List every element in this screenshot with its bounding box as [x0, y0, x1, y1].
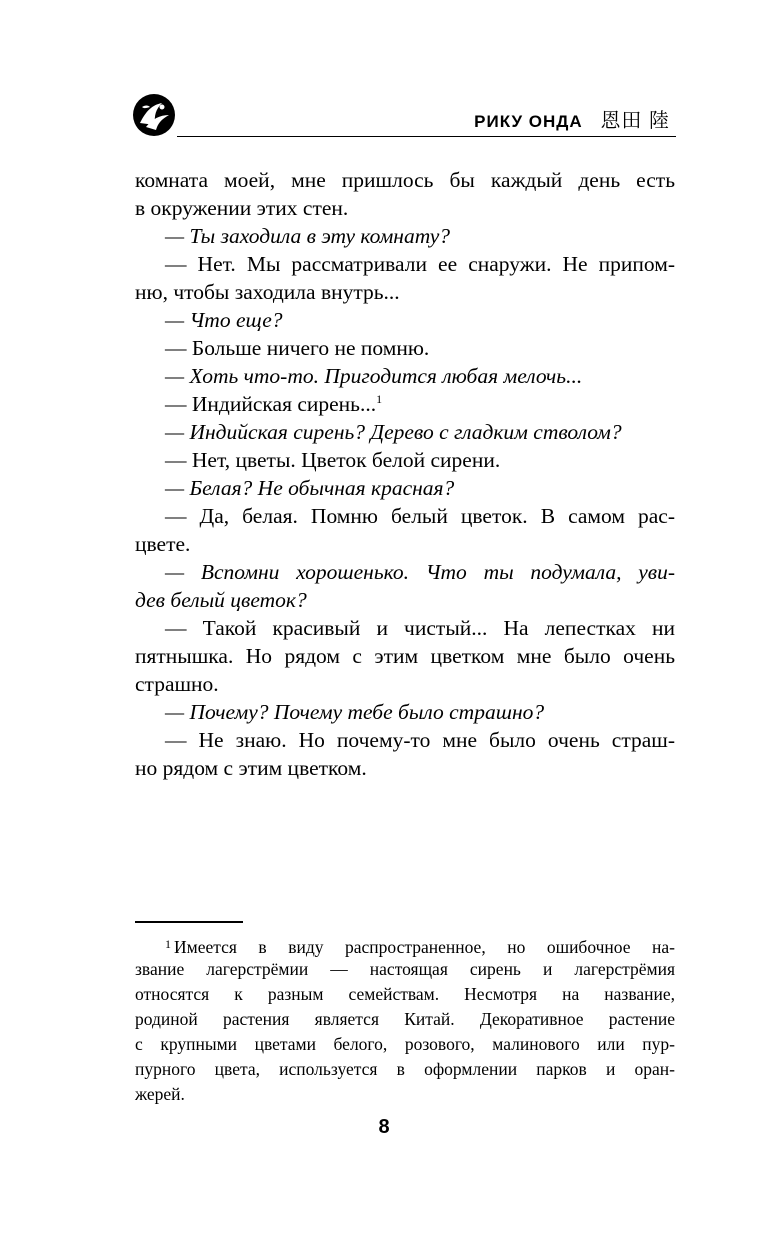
text-line: [135, 614, 675, 642]
text-line: [135, 334, 675, 362]
text-line-content: — Индийская сирень...: [165, 392, 377, 416]
text-line-content: — Хоть что-то. Пригодится любая мелочь...: [165, 364, 583, 388]
footnote-line: [135, 957, 675, 982]
text-line-content: — Да, белая. Помню белый цветок. В самом рас-: [165, 504, 675, 528]
footnote-line: [135, 1032, 675, 1057]
text-line-content: — Ты заходила в эту комнату?: [165, 224, 451, 248]
text-line: [135, 362, 675, 390]
text-line: [135, 418, 675, 446]
text-line: [135, 278, 675, 306]
footnote-line-content: с крупными цветами белого, розового, малинового или пур-: [135, 1034, 675, 1054]
text-line-content: цвете.: [135, 532, 191, 556]
text-line: [135, 726, 675, 754]
text-line: [135, 474, 675, 502]
text-line-content: — Не знаю. Но почему-то мне было очень страш-: [165, 728, 675, 752]
text-line: [135, 670, 675, 698]
footnote-line-content: родиной растения является Китай. Декоративное растение: [135, 1009, 675, 1029]
text-line: [135, 642, 675, 670]
text-line-content: дев белый цветок?: [135, 588, 307, 612]
author-name-jp: 恩田 陸: [600, 110, 670, 132]
footnote-marker: 1: [165, 937, 171, 951]
text-line: [135, 754, 675, 782]
text-line-content: — Почему? Почему тебе было страшно?: [165, 700, 545, 724]
text-line-content: — Белая? Не обычная красная?: [165, 476, 455, 500]
text-line-content: пятнышка. Но рядом с этим цветком мне было очень: [135, 644, 675, 668]
text-line-content: — Нет. Мы рассматривали ее снаружи. Не припом-: [165, 252, 675, 276]
footnote: [135, 932, 675, 1107]
text-line-content: — Нет, цветы. Цветок белой сирени.: [165, 448, 501, 472]
text-line: [135, 446, 675, 474]
text-line-content: — Индийская сирень? Дерево с гладким стволом?: [165, 420, 622, 444]
publisher-emblem-icon: [132, 93, 176, 137]
text-line: [135, 306, 675, 334]
footnote-line: [135, 1057, 675, 1082]
page-number: 8: [378, 1116, 390, 1138]
footnote-line: [135, 1082, 675, 1107]
text-line: [135, 558, 675, 586]
footnote-line: [135, 982, 675, 1007]
footnote-line: [135, 1007, 675, 1032]
author-name: РИКУ ОНДА: [474, 112, 583, 131]
text-line-content: — Больше ничего не помню.: [165, 336, 430, 360]
text-line: [135, 530, 675, 558]
footnote-reference[interactable]: 1: [376, 392, 383, 406]
text-line: [135, 250, 675, 278]
text-line-content: ню, чтобы заходила внутрь...: [135, 280, 400, 304]
header-rule: [177, 136, 676, 137]
running-head: [474, 104, 670, 133]
text-line: [135, 586, 675, 614]
footnote-line: [135, 932, 675, 957]
text-line: [135, 222, 675, 250]
text-line: [135, 390, 675, 418]
text-line-content: — Такой красивый и чистый... На лепестках ни: [165, 616, 675, 640]
footnote-line-content: пурного цвета, используется в оформлении парков и оран-: [135, 1059, 675, 1079]
text-line-content: но рядом с этим цветком.: [135, 756, 367, 780]
text-line-content: в окружении этих стен.: [135, 196, 349, 220]
footnote-line-content: относятся к разным семействам. Несмотря на название,: [135, 984, 675, 1004]
footnote-line-content: звание лагерстрёмии — настоящая сирень и лагерстрёмия: [135, 959, 675, 979]
footnote-rule: [135, 921, 243, 923]
body-text: [135, 166, 675, 782]
footnote-line-content: жерей.: [135, 1084, 185, 1104]
text-line: [135, 698, 675, 726]
text-line: [135, 502, 675, 530]
text-line: [135, 166, 675, 194]
text-line-content: страшно.: [135, 672, 219, 696]
footnote-line-content: Имеется в виду распространенное, но ошибочное на-: [174, 937, 675, 957]
text-line: [135, 194, 675, 222]
text-line-content: — Вспомни хорошенько. Что ты подумала, уви-: [165, 560, 675, 584]
text-line-content: комната моей, мне пришлось бы каждый день есть: [135, 168, 675, 192]
text-line-content: — Что еще?: [165, 308, 283, 332]
